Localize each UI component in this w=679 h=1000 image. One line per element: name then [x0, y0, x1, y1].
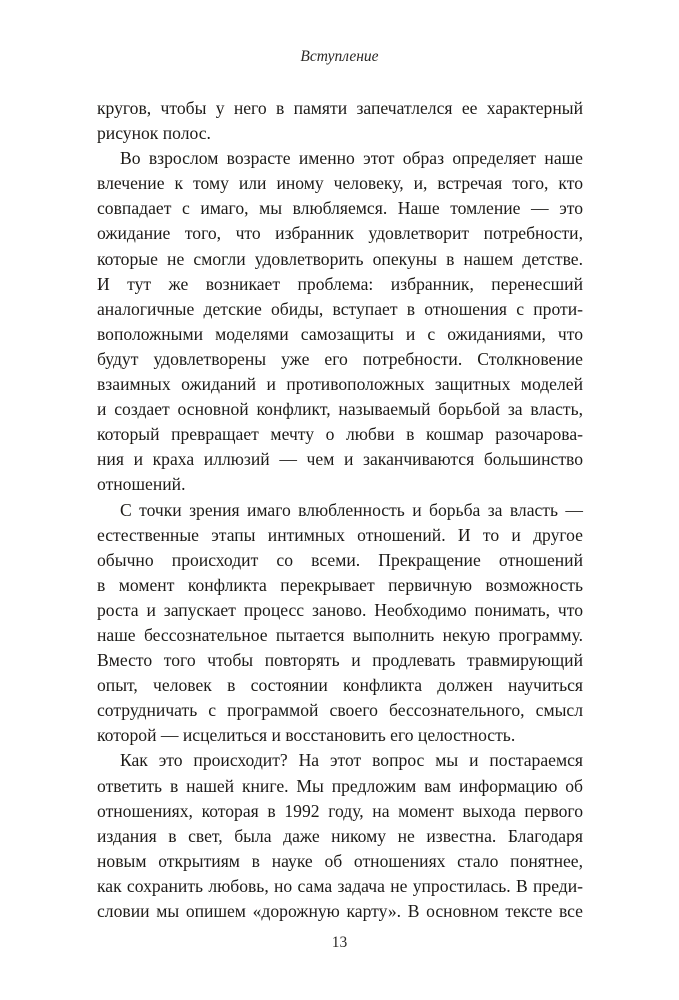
text-line: которой — исцелиться и восстановить его целостность. [97, 725, 516, 746]
text-line: кругов, чтобы у него в памяти запечатлелся ее характерный [97, 98, 583, 118]
text-line: С точки зрения имаго влюбленность и борьба за власть — [120, 499, 583, 520]
text-line: опыт, человек в состоянии конфликта должен научиться [97, 675, 583, 696]
text-line: и создает основной конфликт, называемый борьбой за власть, [97, 399, 583, 420]
running-header: Вступление [300, 48, 379, 65]
text-line: роста и запускает процесс заново. Необходимо понимать, что [97, 599, 583, 620]
text-line: ния и краха иллюзий — чем и заканчиваются большинство [97, 449, 583, 470]
text-line: сотрудничать с программой своего бессознательного, смысл [97, 700, 583, 721]
text-line: словии мы опишем «дорожную карту». В основном тексте все [97, 901, 583, 921]
text-line: будут удовлетворены уже его потребности. Столкновение [97, 348, 583, 369]
text-line: ожидание того, что избранник удовлетворит потребности, [97, 223, 583, 244]
text-line: ответить в нашей книге. Мы предложим вам информацию об [97, 775, 583, 796]
text-line: влечение к тому или иному человеку, и, встречая того, кто [97, 173, 583, 194]
text-line: обычно происходит со всеми. Прекращение отношений [97, 549, 583, 570]
text-line: который превращает мечту о любви в кошмар разочарова- [97, 424, 583, 445]
text-line: наше бессознательное пытается выполнить некую программу. [97, 624, 583, 645]
text-line: отношениях, которая в 1992 году, на момент выхода первого [97, 800, 583, 821]
text-line: И тут же возникает проблема: избранник, перенесший [97, 273, 583, 294]
text-line: в момент конфликта перекрывает первичную возможность [97, 574, 583, 595]
text-line: взаимных ожиданий и противоположных защитных моделей [97, 374, 583, 395]
page-number: 13 [331, 934, 348, 951]
text-line: как сохранить любовь, но сама задача не упростилась. В преди- [97, 875, 583, 896]
text-line: новым открытиям в науке об отношениях стало понятнее, [97, 850, 583, 871]
text-line: Вместо того чтобы повторять и продлевать травмирующий [97, 650, 583, 671]
text-line: отношений. [97, 474, 186, 495]
text-line: рисунок полос. [97, 123, 211, 144]
text-line: Как это происходит? На этот вопрос мы и постараемся [120, 750, 583, 771]
text-line: издания в свет, была даже никому не известна. Благодаря [97, 825, 583, 846]
body-text [97, 96, 583, 924]
text-line: Во взрослом возрасте именно этот образ определяет наше [120, 148, 583, 169]
text-line: совпадает с имаго, мы влюбляемся. Наше томление — это [97, 198, 583, 219]
text-line: воположными моделями самозащиты и с ожиданиями, что [97, 323, 583, 344]
text-line: естественные этапы интимных отношений. И то и другое [97, 524, 583, 545]
text-line: которые не смогли удовлетворить опекуны в нашем детстве. [97, 248, 583, 269]
text-line: аналогичные детские обиды, вступает в отношения с проти- [97, 298, 583, 319]
